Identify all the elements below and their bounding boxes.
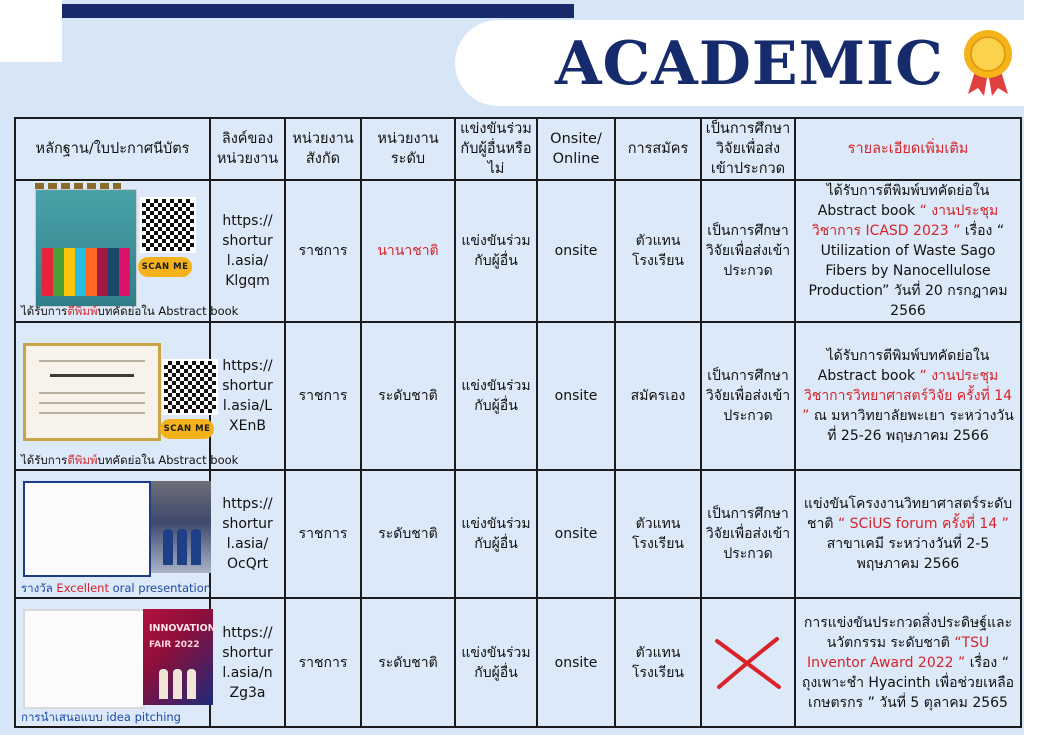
detail-cell: แข่งขันโครงงานวิทยาศาสตร์ระดับชาติ “ SCiUS forum ครั้งที่ 14 ” สาขาเคมี ระหว่างวันที่ 2-5 พฤษภาคม 2566 bbox=[795, 470, 1021, 598]
level-cell: ระดับชาติ bbox=[361, 598, 455, 727]
apply-cell: ตัวแทนโรงเรียน bbox=[615, 180, 701, 322]
compete-cell: แข่งขันร่วมกับผู้อื่น bbox=[455, 470, 537, 598]
mode-cell: onsite bbox=[537, 470, 615, 598]
scan-me-badge: SCAN ME bbox=[138, 257, 192, 277]
cross-mark-icon bbox=[713, 635, 783, 691]
evidence-cell bbox=[15, 322, 239, 470]
header-link: ลิงค์ของหน่วยงาน bbox=[210, 118, 285, 180]
evidence-caption: ได้รับการตีพิมพ์บทคัดย่อใน Abstract book bbox=[21, 303, 239, 318]
corner-block bbox=[0, 0, 62, 62]
evidence-caption: การนำเสนอแบบ idea pitching bbox=[21, 710, 181, 724]
affiliation-cell: ราชการ bbox=[285, 470, 361, 598]
header-apply: การสมัคร bbox=[615, 118, 701, 180]
certificate-image bbox=[23, 481, 151, 577]
header-details: รายละเอียดเพิ่มเติม bbox=[795, 118, 1021, 180]
mode-cell: onsite bbox=[537, 322, 615, 470]
detail-cell: การแข่งขันประกวดสิ่งประดิษฐ์และนวัตกรรม ระดับชาติ “TSU Inventor Award 2022 ” เรื่อง “ ถุงเพาะชำ Hyacinth เพื่อช่วยเหลือเกษตรกร ” วันที่ 5 ตุลาคม 2565 bbox=[795, 598, 1021, 727]
table-row bbox=[15, 322, 1021, 470]
detail-cell: ได้รับการตีพิมพ์บทคัดย่อใน Abstract book “ งานประชุมวิชาการวิทยาศาสตร์วิจัย ครั้งที่ 14 ” ณ มหาวิทยาลัยพะเยา ระหว่างวันที่ 25-26 พฤษภาคม 2566 bbox=[795, 322, 1021, 470]
affiliation-cell: ราชการ bbox=[285, 180, 361, 322]
certificate-image bbox=[23, 609, 145, 709]
mode-cell: onsite bbox=[537, 180, 615, 322]
header-research: เป็นการศึกษาวิจัยเพื่อส่งเข้าประกวด bbox=[701, 118, 795, 180]
header-mode: Onsite/ Online bbox=[537, 118, 615, 180]
compete-cell: แข่งขันร่วมกับผู้อื่น bbox=[455, 322, 537, 470]
table-row bbox=[15, 598, 1021, 727]
sdg-goals-graphic bbox=[42, 248, 130, 296]
award-photo bbox=[151, 481, 211, 573]
table-header-row bbox=[15, 118, 1021, 180]
qr-code-icon[interactable] bbox=[162, 359, 218, 415]
affiliation-cell: ราชการ bbox=[285, 322, 361, 470]
evidence-table bbox=[14, 117, 1022, 728]
detail-cell: ได้รับการตีพิมพ์บทคัดย่อใน Abstract book “ งานประชุมวิชาการ ICASD 2023 ” เรื่อง “ Utilization of Waste Sago Fibers by Nanocellulose Production” วันที่ 20 กรกฎาคม 2566 bbox=[795, 180, 1021, 322]
apply-cell: สมัครเอง bbox=[615, 322, 701, 470]
evidence-cell bbox=[15, 598, 216, 727]
evidence-cell bbox=[15, 180, 239, 322]
table-row bbox=[15, 470, 1021, 598]
evidence-caption: ได้รับการตีพิมพ์บทคัดย่อใน Abstract book bbox=[21, 453, 239, 467]
affiliation-cell: ราชการ bbox=[285, 598, 361, 727]
table-row bbox=[15, 180, 1021, 322]
apply-cell: ตัวแทนโรงเรียน bbox=[615, 470, 701, 598]
certificate-image bbox=[23, 343, 161, 441]
level-cell: ระดับชาติ bbox=[361, 470, 455, 598]
research-cell bbox=[701, 598, 795, 727]
compete-cell: แข่งขันร่วมกับผู้อื่น bbox=[455, 598, 537, 727]
link-cell[interactable]: https:// shortur l.asia/ OcQrt bbox=[210, 470, 285, 598]
header-compete: แข่งขันร่วมกับผู้อื่นหรือไม่ bbox=[455, 118, 537, 180]
qr-code-icon[interactable] bbox=[140, 197, 196, 253]
link-cell[interactable]: https:// shortur l.asia/L XEnB bbox=[210, 322, 285, 470]
header-affiliation: หน่วยงานสังกัด bbox=[285, 118, 361, 180]
research-cell: เป็นการศึกษาวิจัยเพื่อส่งเข้าประกวด bbox=[701, 322, 795, 470]
mode-cell: onsite bbox=[537, 598, 615, 727]
header-level: หน่วยงานระดับ bbox=[361, 118, 455, 180]
level-cell: ระดับชาติ bbox=[361, 322, 455, 470]
research-cell: เป็นการศึกษาวิจัยเพื่อส่งเข้าประกวด bbox=[701, 470, 795, 598]
apply-cell: ตัวแทนโรงเรียน bbox=[615, 598, 701, 727]
evidence-caption: รางวัล Excellent oral presentation bbox=[21, 581, 212, 595]
innovation-fair-photo: INNOVATION FAIR 2022 bbox=[143, 609, 213, 705]
evidence-cell bbox=[15, 470, 210, 598]
medal-icon bbox=[958, 28, 1018, 98]
research-cell: เป็นการศึกษาวิจัยเพื่อส่งเข้าประกวด bbox=[701, 180, 795, 322]
top-accent-bar bbox=[62, 4, 574, 18]
link-cell[interactable]: https:// shortur l.asia/ Klgqm bbox=[210, 180, 285, 322]
compete-cell: แข่งขันร่วมกับผู้อื่น bbox=[455, 180, 537, 322]
link-cell[interactable]: https:// shortur l.asia/n Zg3a bbox=[210, 598, 285, 727]
abstract-book-image bbox=[35, 189, 137, 307]
page-title: ACADEMIC bbox=[555, 29, 944, 99]
level-cell: นานาชาติ bbox=[361, 180, 455, 322]
scan-me-badge: SCAN ME bbox=[160, 419, 214, 439]
header-evidence: หลักฐาน/ใบปะกาศนีบัตร bbox=[15, 118, 210, 180]
